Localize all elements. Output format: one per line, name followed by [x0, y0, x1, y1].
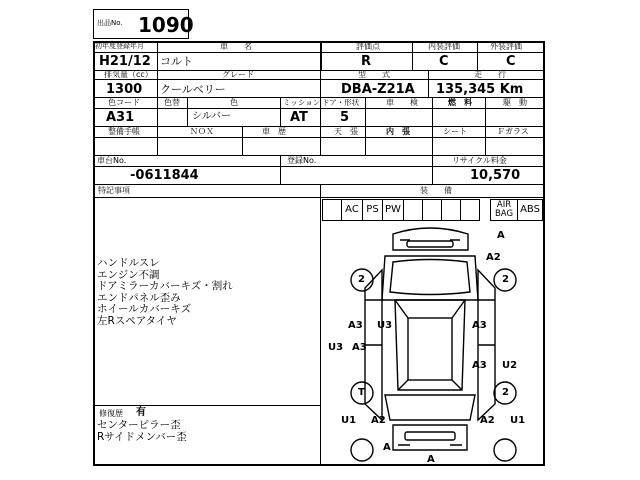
damage-a3-right2: A3	[472, 360, 487, 371]
damage-u3-left: U3	[377, 320, 393, 331]
airbag-text: AIR BAG	[494, 200, 514, 219]
damage-rear-a1: A	[383, 442, 391, 453]
damage-tire-rear-left: T	[358, 387, 365, 398]
cc-label: 排気量（cc）	[104, 70, 153, 79]
equip-empty	[441, 199, 461, 221]
damage-a2-left: A2	[371, 415, 386, 426]
damage-tire-rear-right: 2	[502, 387, 509, 398]
exterior-label: 外装評価	[490, 42, 522, 51]
recycle-value: 10,570	[470, 168, 521, 183]
notes-label: 特記事項	[98, 186, 130, 195]
lot-label: 出品No.	[97, 19, 123, 27]
grade-value: クールベリー	[160, 83, 226, 96]
fuel-label: 燃 料	[448, 98, 472, 107]
color-code-value: A31	[106, 110, 135, 125]
model-value: DBA-Z21A	[341, 82, 415, 97]
repair-value: 有	[136, 407, 146, 418]
name-label: 車 名	[220, 42, 252, 51]
year-value: H21/12	[99, 54, 151, 69]
damage-tire-front-right: 2	[502, 274, 509, 285]
mission-label: ミッション	[283, 98, 321, 107]
nox-label: ＮＯＸ	[190, 127, 214, 136]
reg-label: 登録No.	[287, 156, 317, 165]
model-label: 型 式	[358, 70, 390, 79]
note-line: ホイールカバーキズ	[97, 303, 192, 315]
color-value: シルバー	[192, 111, 232, 122]
door-label: ドア・形状	[322, 98, 360, 107]
damage-u2-right: U2	[502, 360, 518, 371]
lot-box	[93, 9, 194, 39]
equip-ps: PS	[362, 199, 383, 221]
damage-front-right: A2	[486, 252, 501, 263]
exterior-value: C	[506, 54, 516, 69]
cc-value: 1300	[106, 82, 143, 97]
chassis-label: 車台No.	[97, 156, 127, 165]
equip-empty	[422, 199, 442, 221]
chassis-value: -0611844	[130, 168, 199, 183]
equip-airbag	[490, 199, 518, 221]
equip-ac: AC	[341, 199, 363, 221]
drive-label: 駆 動	[503, 98, 527, 107]
note-line: ハンドルスレ	[97, 257, 160, 269]
manual-label: 整備手帳	[108, 127, 140, 136]
equip-abs: ABS	[517, 199, 543, 221]
vehicle-label: 車 検	[386, 98, 418, 107]
note-line: エンジン不調	[97, 268, 160, 281]
interior-label: 内装評価	[428, 42, 460, 51]
equip-pw: PW	[382, 199, 404, 221]
equip-empty	[403, 199, 423, 221]
score-label: 評価点	[356, 42, 380, 51]
score-value: R	[361, 54, 372, 69]
damage-u1-right: U1	[510, 415, 526, 426]
note-line: エンドパネル歪み	[97, 291, 181, 304]
grade-label: グレード	[222, 70, 254, 79]
repair-line: センターピラー歪	[97, 419, 181, 431]
damage-front-top: A	[497, 230, 505, 241]
damage-a3-left2: A3	[352, 342, 367, 353]
name-value: コルト	[160, 55, 193, 68]
color-code-label: 色コード	[108, 98, 140, 107]
equip-left-empty	[322, 199, 342, 221]
repair-line: Rサイドメンバー歪	[97, 430, 187, 443]
lot-number: 1090	[138, 13, 194, 37]
seat-label: シート	[443, 127, 467, 136]
damage-a3-right: A3	[472, 320, 487, 331]
damage-u3-far: U3	[328, 342, 344, 353]
mission-value: AT	[290, 110, 308, 125]
damage-u1-left: U1	[341, 415, 357, 426]
damage-rear-a2: A	[427, 454, 435, 465]
note-line: 左Rスペアタイヤ	[97, 314, 177, 327]
damage-a2-right: A2	[480, 415, 495, 426]
door-value: 5	[340, 110, 350, 125]
mileage-value: 135,345 Km	[436, 82, 524, 97]
note-line: ドアミラーカバーキズ・割れ	[97, 280, 233, 292]
color-swap-label: 色替	[164, 98, 180, 107]
year-label: 初年度登録年月	[95, 42, 144, 50]
equip-empty	[460, 199, 480, 221]
history-label: 車 歴	[262, 127, 286, 136]
color-label: 色	[230, 98, 238, 107]
interior-trim-label: 内 張	[386, 127, 410, 136]
repair-list	[97, 420, 187, 443]
equipment-label: 装 備	[420, 186, 452, 195]
mileage-label: 走 行	[474, 70, 506, 79]
sunroof-label: 天 張	[334, 127, 358, 136]
damage-tire-front-left: 2	[358, 274, 365, 285]
interior-value: C	[439, 54, 449, 69]
notes-list	[97, 258, 233, 327]
repair-label: 修復歴	[99, 409, 123, 418]
recycle-label: リサイクル料金	[452, 156, 507, 165]
glass-label: Ｆガラス	[497, 127, 529, 136]
damage-a3-left: A3	[348, 320, 363, 331]
